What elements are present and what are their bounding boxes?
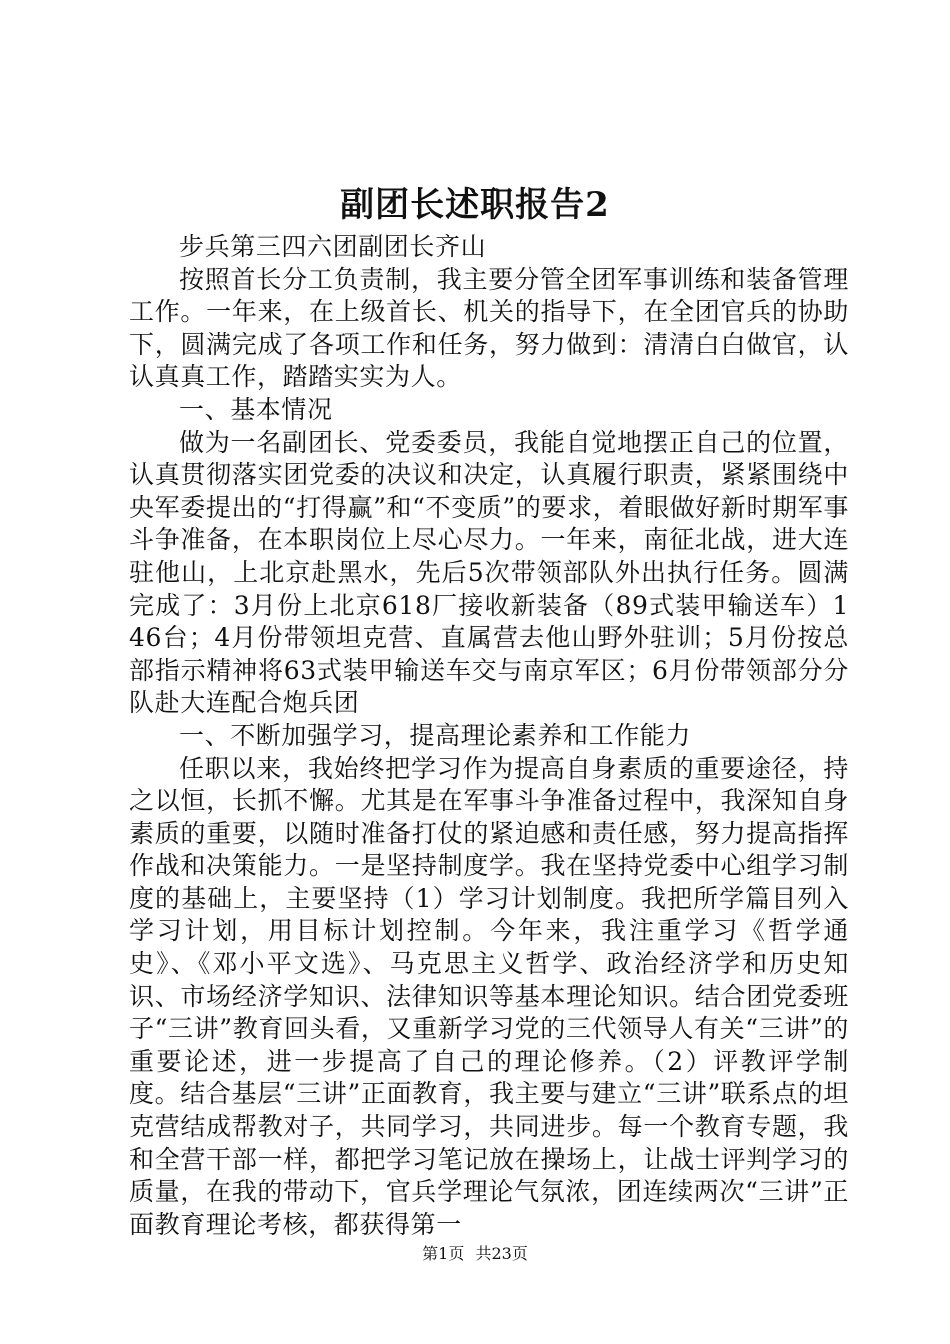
section-heading-basic: 一、基本情况 (179, 394, 333, 424)
page-number: 第1页 (422, 1244, 465, 1263)
document-body (129, 231, 849, 1241)
page-footer (0, 1242, 950, 1266)
page-total: 共23页 (475, 1244, 528, 1263)
study-paragraph: 任职以来，我始终把学习作为提高自身素质的重要途径，持之以恒，长抓不懈。尤其是在军事斗争准备过程中，我深知自身素质的重要，以随时准备打仗的紧迫感和责任感，努力提高指挥作战和决策能力。一是坚持制度学。我在坚持党委中心组学习制度的基础上，主要坚持（1）学习计划制度。我把所学篇目列入学习计划，用目标计划控制。今年来，我注重学习《哲学通史》、《邓小平文选》、马克思主义哲学、政治经济学和历史知识、市场经济学知识、法律知识等基本理论知识。结合团党委班子“三讲”教育回头看，又重新学习党的三代领导人有关“三讲”的重要论述，进一步提高了自己的理论修养。（2）评教评学制度。结合基层“三讲”正面教育，我主要与建立“三讲”联系点的坦克营结成帮教对子，共同学习，共同进步。每一个教育专题，我和全营干部一样，都把学习笔记放在操场上，让战士评判学习的质量，在我的带动下，官兵学理论气氛浓，团连续两次“三讲”正面教育理论考核，都获得第一 (129, 753, 849, 1239)
author-line: 步兵第三四六团副团长齐山 (179, 232, 487, 261)
section-heading-study: 一、不断加强学习，提高理论素养和工作能力 (179, 720, 692, 750)
basic-situation-paragraph: 做为一名副团长、党委委员，我能自觉地摆正自己的位置，认真贯彻落实团党委的决议和决定，认真履行职责，紧紧围绕中央军委提出的“打得赢”和“不变质”的要求，着眼做好新时期军事斗争准备，在本职岗位上尽心尽力。一年来，南征北战，进大连驻他山，上北京赴黑水，先后5次带领部队外出执行任务。圆满完成了：3月份上北京618厂接收新装备（89式装甲输送车）146台；4月份带领坦克营、直属营去他山野外驻训；5月份按总部指示精神将63式装甲输送车交与南京军区；6月份带领部分分队赴大连配合炮兵团 (129, 427, 849, 718)
document-title: 副团长述职报告2 (340, 185, 610, 225)
intro-paragraph: 按照首长分工负责制，我主要分管全团军事训练和装备管理工作。一年来，在上级首长、机关的指导下，在全团官兵的协助下，圆满完成了各项工作和任务，努力做到：清清白白做官，认认真真工作，踏踏实实为人。 (129, 264, 849, 392)
